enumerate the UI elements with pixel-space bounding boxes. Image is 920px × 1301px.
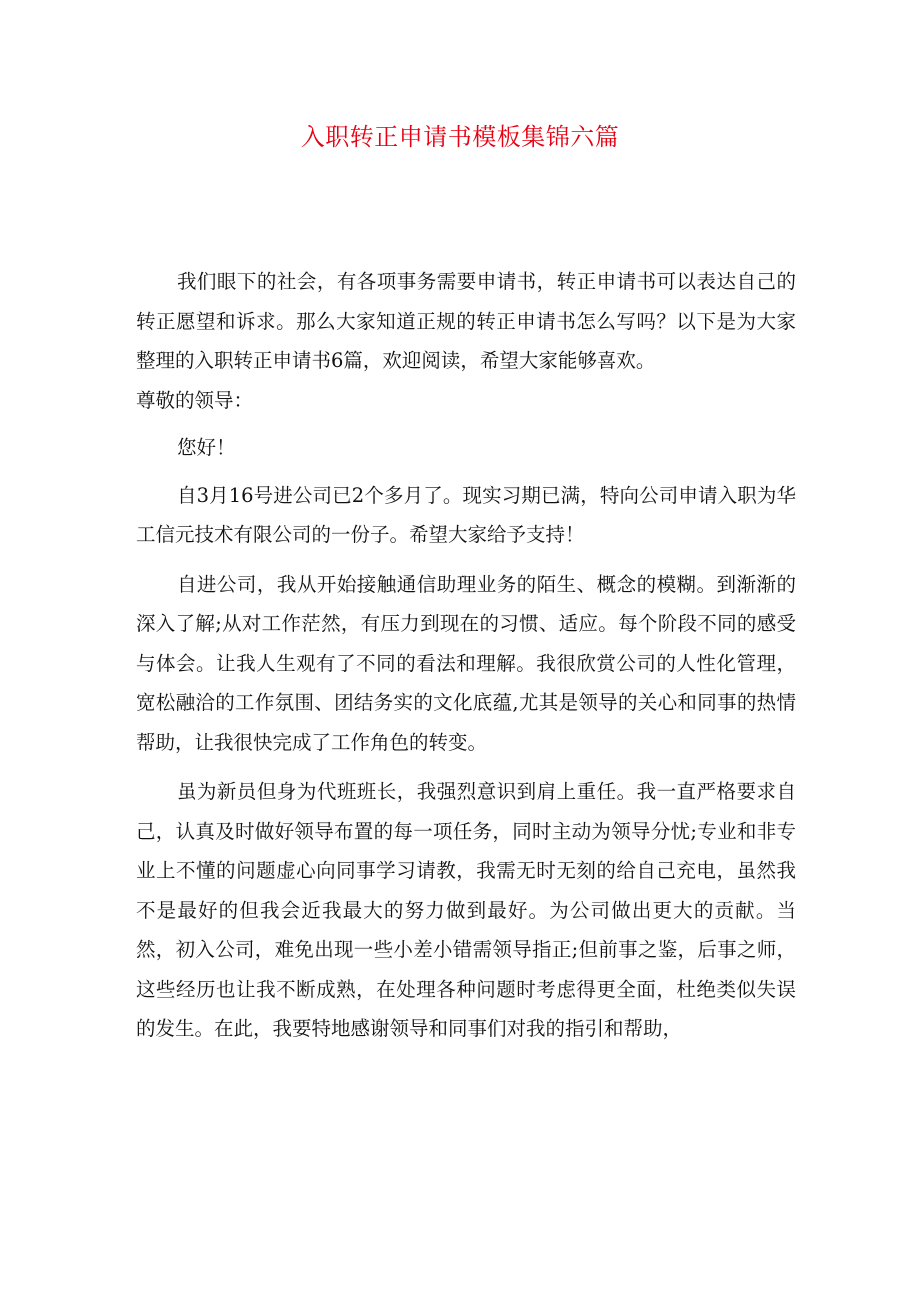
- intro-paragraph: 我们眼下的社会，有各项事务需要申请书，转正申请书可以表达自己的转正愿望和诉求。那么大家知道正规的转正申请书怎么写吗？以下是为大家整理的入职转正申请书6篇，欢迎阅读，希望大家能够喜欢。: [136, 270, 796, 372]
- body-paragraph: 虽为新员但身为代班班长，我强烈意识到肩上重任。我一直严格要求自己，认真及时做好领导布置的每一项任务，同时主动为领导分忧;专业和非专业上不懂的问题虚心向同事学习请教，我需无时无刻的给自己充电，虽然我不是最好的但我会近我最大的努力做到最好。为公司做出更大的贡献。当然，初入公司，难免出现一些小差小错需领导指正;但前事之鉴，后事之师，这些经历也让我不断成熟，在处理各种问题时考虑得更全面，杜绝类似失误的发生。在此，我要特地感谢领导和同事们对我的指引和帮助，: [136, 780, 796, 1040]
- document-body: [136, 262, 796, 1049]
- document-title: 入职转正申请书模板集锦六篇: [300, 123, 620, 151]
- body-paragraph: 自进公司，我从开始接触通信助理业务的陌生、概念的模糊。到渐渐的深入了解;从对工作茫然，有压力到现在的习惯、适应。每个阶段不同的感受与体会。让我人生观有了不同的看法和理解。我很欣赏公司的人性化管理，宽松融洽的工作氛围、团结务实的文化底蕴,尤其是领导的关心和同事的热情帮助，让我很快完成了工作角色的转变。: [136, 572, 796, 754]
- body-paragraph: 自3月16号进公司已2个多月了。现实习期已满，特向公司申请入职为华工信元技术有限公司的一份子。希望大家给予支持！: [136, 483, 796, 546]
- salutation: 尊敬的领导：: [136, 388, 254, 412]
- greeting: 您好！: [176, 436, 236, 459]
